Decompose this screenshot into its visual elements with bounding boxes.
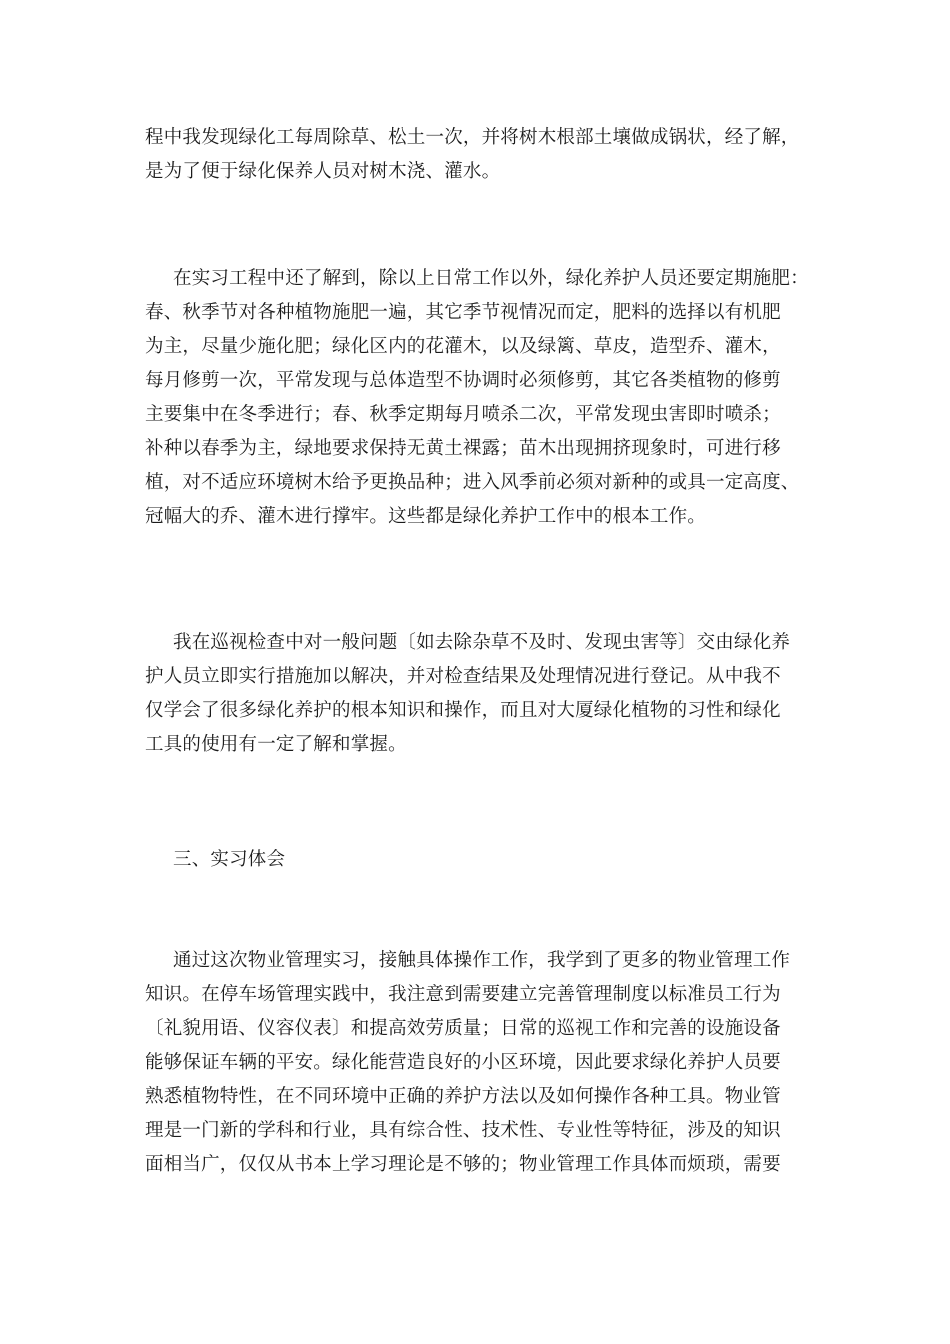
text-line: 春、秋季节对各种植物施肥一遍，其它季节视情况而定，肥料的选择以有机肥	[145, 302, 781, 323]
text-line: 熟悉植物特性，在不同环境中正确的养护方法以及如何操作各种工具。物业管	[145, 1086, 781, 1107]
text-line: 在实习工程中还了解到，除以上日常工作以外，绿化养护人员还要定期施肥：	[173, 268, 809, 289]
text-line: 仅学会了很多绿化养护的根本知识和操作，而且对大厦绿化植物的习性和绿化	[145, 700, 781, 721]
text-line: 工具的使用有一定了解和掌握。	[145, 734, 407, 755]
text-line: 是为了便于绿化保养人员对树木浇、灌水。	[145, 161, 501, 182]
text-line: 为主，尽量少施化肥；绿化区内的花灌木，以及绿篱、草皮，造型乔、灌木，	[145, 336, 781, 357]
section-heading-text: 三、实习体会	[173, 849, 286, 870]
text-line: 冠幅大的乔、灌木进行撑牢。这些都是绿化养护工作中的根本工作。	[145, 506, 707, 527]
text-line: 〔礼貌用语、仪容仪表〕和提高效劳质量；日常的巡视工作和完善的设施设备	[145, 1018, 781, 1039]
text-line: 程中我发现绿化工每周除草、松土一次，并将树木根部土壤做成锅状，经了解，	[145, 127, 800, 148]
paragraph-fertilizing-pruning	[145, 262, 825, 534]
text-line: 知识。在停车场管理实践中，我注意到需要建立完善管理制度以标准员工行为	[145, 984, 781, 1005]
text-line: 补种以春季为主，绿地要求保持无黄土裸露；苗木出现拥挤现象时，可进行移	[145, 438, 781, 459]
section-heading	[145, 843, 825, 877]
text-line: 植，对不适应环境树木给予更换品种；进入风季前必须对新种的或具一定高度、	[145, 472, 800, 493]
text-line: 面相当广，仅仅从书本上学习理论是不够的；物业管理工作具体而烦琐，需要	[145, 1154, 781, 1175]
text-line: 能够保证车辆的平安。绿化能营造良好的小区环境，因此要求绿化养护人员要	[145, 1052, 781, 1073]
text-line: 我在巡视检查中对一般问题〔如去除杂草不及时、发现虫害等〕交由绿化养	[173, 632, 791, 653]
text-line: 通过这次物业管理实习，接触具体操作工作，我学到了更多的物业管理工作	[173, 950, 791, 971]
paragraph-inspection	[145, 626, 825, 762]
paragraph-internship-reflection	[145, 944, 825, 1182]
text-line: 理是一门新的学科和行业，具有综合性、技术性、专业性等特征，涉及的知识	[145, 1120, 781, 1141]
paragraph-greening-routine	[145, 121, 825, 189]
text-line: 护人员立即实行措施加以解决，并对检查结果及处理情况进行登记。从中我不	[145, 666, 781, 687]
text-line: 每月修剪一次，平常发现与总体造型不协调时必须修剪，其它各类植物的修剪	[145, 370, 781, 391]
text-line: 主要集中在冬季进行；春、秋季定期每月喷杀二次，平常发现虫害即时喷杀；	[145, 404, 781, 425]
